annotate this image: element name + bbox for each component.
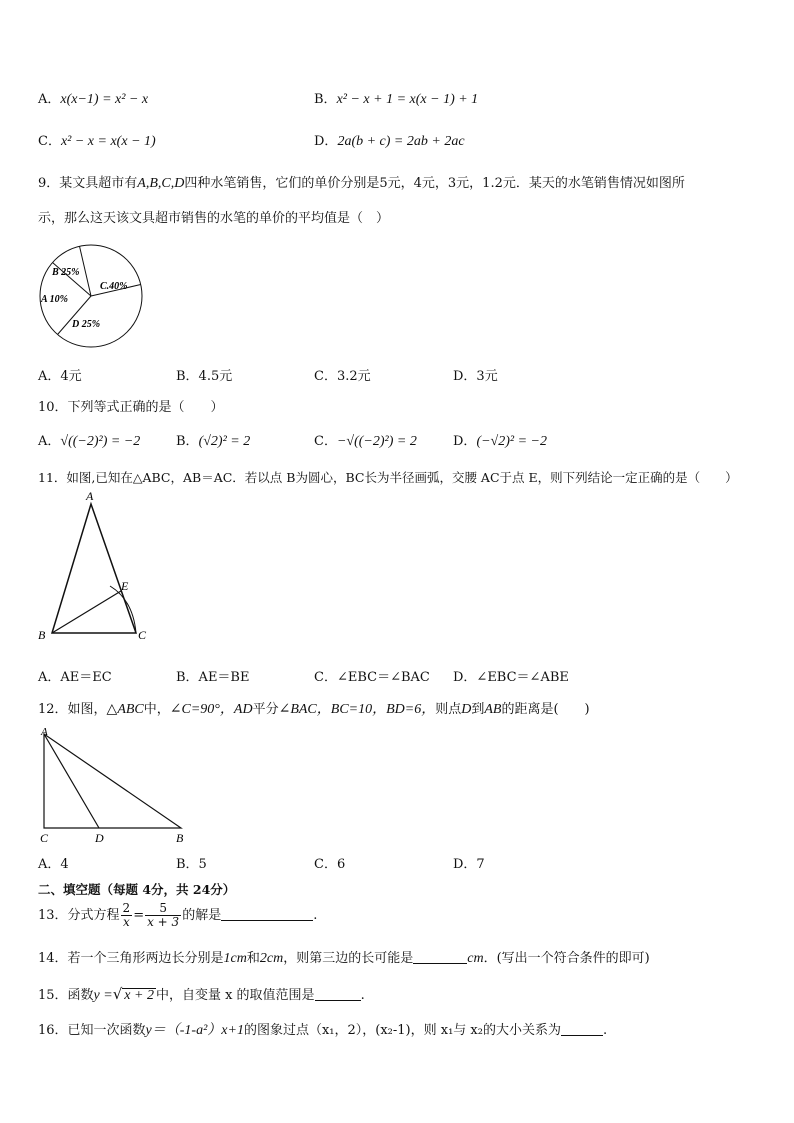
option-expr: x(x−1) = x² − x <box>60 92 149 107</box>
option-expr: (−√2)² = −2 <box>476 434 547 449</box>
q9-letters: A,B,C,D <box>137 176 185 191</box>
option-label: B． <box>176 434 199 449</box>
q12-bac: ∠BAC， <box>278 702 331 717</box>
equals-sign: = <box>133 908 145 923</box>
q12-bc: BC=10， <box>330 702 387 717</box>
q12-ab: AB <box>484 702 502 717</box>
q16-text <box>38 1019 607 1039</box>
period: . <box>360 988 365 1003</box>
q9-option-c: C．3.2元 <box>314 369 371 384</box>
q10-option-a <box>38 430 140 450</box>
q8-option-c <box>38 130 156 150</box>
q15-y: y = <box>93 988 113 1003</box>
q12-angle: ∠C=90°， <box>169 702 234 717</box>
denominator: x <box>122 915 130 929</box>
q10-option-b <box>176 430 250 450</box>
sqrt-icon: √ <box>112 985 123 1003</box>
answer-blank[interactable] <box>221 908 313 921</box>
triangle-abc <box>52 504 136 633</box>
q9-option-b: B．4.5元 <box>176 369 233 384</box>
q12-text-e: 到 <box>471 702 485 717</box>
fraction-5-over-x-plus-3 <box>145 902 181 929</box>
label-b: B <box>38 628 46 642</box>
triangle-abc <box>44 734 181 828</box>
denominator: x + 3 <box>147 915 180 929</box>
q11-option-c: C．∠EBC＝∠BAC <box>314 670 430 685</box>
q12-option-b: B．5 <box>176 857 207 872</box>
pie-label-c: C.40% <box>100 281 128 292</box>
q9-text-b: 四种水笔销售，它们的单价分别是5元，4元，3元，1.2元．某天的水笔销售情况如图所 <box>184 176 685 191</box>
q12-text-b: 中， <box>143 702 170 717</box>
q14-unit: cm <box>467 951 484 966</box>
option-label: A． <box>38 434 61 449</box>
option-label: D． <box>453 434 477 449</box>
numerator: 5 <box>145 902 181 916</box>
q10-text: 10．下列等式正确的是（ ） <box>38 400 224 415</box>
q12-d: D <box>461 702 472 717</box>
q9-text-line1 <box>38 172 685 192</box>
label-c: C <box>40 831 49 845</box>
option-expr: x² − x = x(x − 1) <box>60 134 156 149</box>
section-title: 二、填空题（每题 4分，共 24分） <box>38 882 236 897</box>
q12-option-d: D．7 <box>453 857 485 872</box>
q9-text-line2: 示，那么这天该文具超市销售的水笔的单价的平均值是（ ） <box>38 211 390 226</box>
q12-text-d: 则点 <box>435 702 462 717</box>
q13-prefix: 13．分式方程 <box>38 908 120 923</box>
label-c: C <box>138 628 147 642</box>
q11-text: 11．如图,已知在△ABC，AB＝AC．若以点 B为圆心，BC长为半径画弧，交腰 AC于点 E，则下列结论一定正确的是（ ） <box>38 470 738 485</box>
option-label: C． <box>314 434 337 449</box>
answer-blank[interactable] <box>561 1023 603 1036</box>
period: . <box>602 1023 608 1038</box>
option-label: C． <box>38 134 61 149</box>
q8-option-a <box>38 88 148 108</box>
q14-prefix: 14．若一个三角形两边长分别是 <box>38 951 224 966</box>
option-label: B． <box>314 92 337 107</box>
q8-option-d <box>314 130 465 150</box>
q12-text <box>38 698 590 718</box>
arc-from-b <box>110 586 136 633</box>
q11-option-b: B．AE＝BE <box>176 670 250 685</box>
q12-ad: AD <box>233 702 253 717</box>
q14-v1: 1cm <box>223 951 247 966</box>
q12-text-c: 平分 <box>252 702 279 717</box>
q12-text-a: 12．如图， <box>38 702 107 717</box>
option-label: A． <box>38 92 61 107</box>
q11-option-a: A．AE＝EC <box>38 670 112 685</box>
q12-option-c: C．6 <box>314 857 346 872</box>
label-a: A <box>86 489 94 503</box>
option-expr: −√((−2)²) = 2 <box>336 434 417 449</box>
option-label: D． <box>314 134 338 149</box>
q12-tri: △ABC <box>106 702 144 717</box>
q12-right-triangle-figure <box>36 726 196 848</box>
label-b: B <box>176 831 184 845</box>
q9-option-d: D．3元 <box>453 369 498 384</box>
label-d: D <box>95 831 104 845</box>
option-expr: (√2)² = 2 <box>198 434 251 449</box>
radicand: x + 2 <box>124 988 154 1003</box>
period: . <box>313 908 318 923</box>
q16-body: 的图象过点（x₁，2），(x₂-1)，则 x₁与 x₂的大小关系为 <box>243 1023 561 1038</box>
q15-suffix: 中，自变量 x 的取值范围是 <box>155 988 315 1003</box>
pie-label-a: A 10% <box>41 294 68 305</box>
q11-triangle-figure <box>36 488 156 648</box>
q16-func: y＝（-1-a²）x+1 <box>145 1023 244 1038</box>
q10-option-d <box>453 430 547 450</box>
label-e: E <box>121 579 129 593</box>
q12-bd: BD=6， <box>386 702 436 717</box>
q16-prefix: 16．已知一次函数 <box>38 1023 146 1038</box>
numerator: 2 <box>122 901 131 915</box>
q14-mid: 和 <box>246 951 260 966</box>
pie-label-d: D 25% <box>72 319 101 330</box>
q14-suffix: ．(写出一个符合条件的即可) <box>483 951 650 966</box>
q9-text-a: 某文具超市有 <box>59 176 138 191</box>
q14-text <box>38 947 650 967</box>
option-expr: 2a(b + c) = 2ab + 2ac <box>337 134 465 149</box>
q14-v2: 2cm <box>259 951 284 966</box>
q11-option-d: D．∠EBC＝∠ABE <box>453 670 569 685</box>
answer-blank[interactable] <box>413 951 467 964</box>
q13-suffix: 的解是 <box>182 908 222 923</box>
question-number: 9． <box>38 176 60 191</box>
q9-pie-chart <box>38 244 158 349</box>
q10-option-c <box>314 430 417 450</box>
q15-text <box>38 984 365 1004</box>
q12-option-a: A．4 <box>38 857 69 872</box>
q14-body: ，则第三边的长可能是 <box>283 951 414 966</box>
pie-label-b: B 25% <box>52 267 80 278</box>
q13-text <box>38 902 317 929</box>
option-expr: √((−2)²) = −2 <box>60 434 141 449</box>
segment-ad <box>44 734 99 828</box>
label-a: A <box>41 726 48 738</box>
fraction-2-over-x <box>121 902 133 929</box>
q15-prefix: 15．函数 <box>38 988 94 1003</box>
q9-option-a: A．4元 <box>38 369 82 384</box>
option-expr: x² − x + 1 = x(x − 1) + 1 <box>336 92 479 107</box>
q8-option-b <box>314 88 478 108</box>
answer-blank[interactable] <box>315 988 361 1001</box>
q12-text-f: 的距离是( ) <box>501 702 590 717</box>
